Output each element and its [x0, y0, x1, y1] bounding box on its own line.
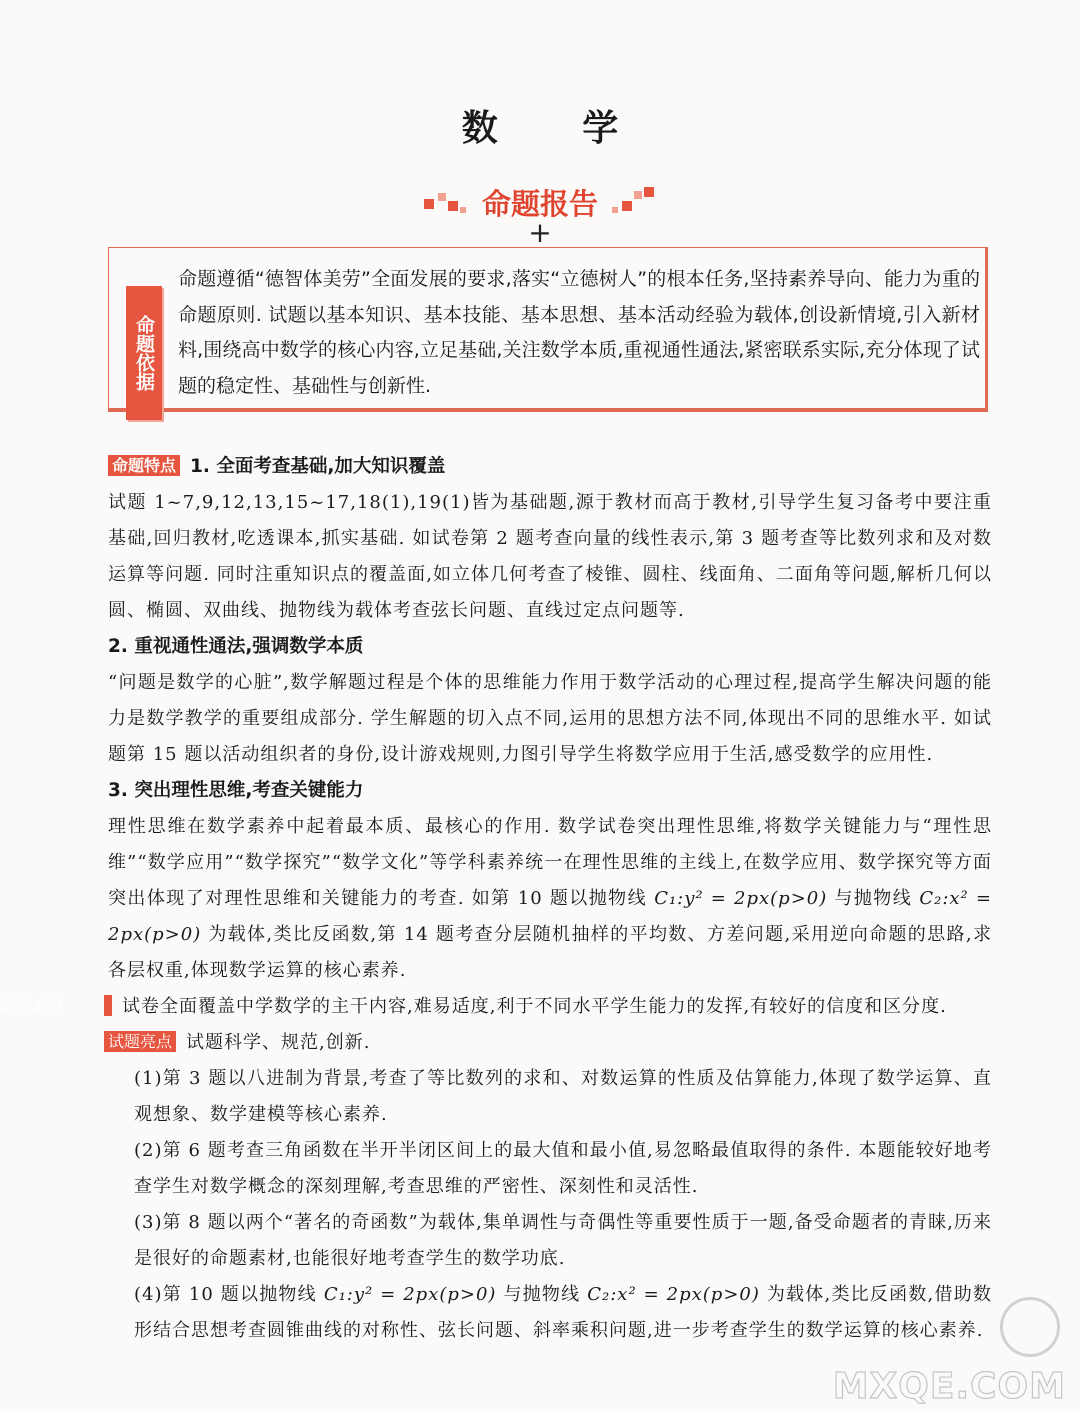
watermark: [832, 1297, 1074, 1407]
formula-c1-repeat: C₁:y² = 2px(p>0): [323, 1284, 497, 1305]
watermark-text: MXQE.COM: [832, 1366, 1066, 1407]
basis-tag: 命题依据: [126, 286, 162, 420]
formula-c1: C₁:y² = 2px(p>0): [654, 888, 828, 909]
features-paragraph-1: 试题 1~7,9,12,13,15~17,18(1),19(1)皆为基础题,源于教材而高于教材,引导学生复习备考中要注重基础,回归教材,吃透课本,抓实基础. 如试卷第 2 题考查向量的线性表示,第 3 题考查等比数列求和及对数运算等问题. 同时注重知识点的覆盖面,如立体几何考查了棱锥、圆柱、线面角、二面角等问题,解析几何以圆、椭圆、双曲线、抛物线为载体考查弦长问题、直线过定点问题等.: [108, 492, 992, 621]
plus-divider: +: [528, 216, 552, 249]
formula-c2: C₂:x² = 2px(p>0): [108, 888, 993, 945]
features-paragraph-3: [108, 809, 992, 989]
highlight-item-4-part-b: 与抛物线: [496, 1284, 588, 1305]
basis-text: 命题遵循“德智体美劳”全面发展的要求,落实“立德树人”的根本任务,坚持素养导向、能力为重的命题原则. 试题以基本知识、基本技能、基本思想、基本活动经验为载体,创设新情境,引入新材料,围绕高中数学的核心内容,立足基础,关注数学本质,重视通性通法,紧密联系实际,充分体现了试题的稳定性、基础性与创新性.: [178, 268, 980, 397]
page-title: 数 学: [461, 108, 655, 149]
highlights-intro: 试题科学、规范,创新.: [186, 1032, 371, 1053]
report-banner-title: 命题报告: [481, 186, 598, 221]
features-heading-2: 2. 重视通性通法,强调数学本质: [108, 636, 364, 657]
banner-right-decoration-icon: [612, 187, 656, 217]
features-paragraph-3-part-b: 与抛物线: [827, 888, 920, 909]
features-tag: 命题特点: [108, 455, 180, 476]
highlight-item-4-part-c: 为载体,类比反函数,借助数形结合思想考查圆锥曲线的对称性、弦长问题、斜率乘积问题,进一步考查学生的数学运算的核心素养.: [134, 1284, 992, 1341]
watermark-logo-icon: [1000, 1297, 1060, 1357]
highlight-item-3: (3)第 8 题以两个“著名的奇函数”为载体,集单调性与奇偶性等重要性质于一题,备受命题者的青睐,历来是很好的命题素材,也能很好地考查学生的数学功底.: [134, 1212, 992, 1269]
features-paragraph-3-part-c: 为载体,类比反函数,第 14 题考查分层随机抽样的平均数、方差问题,采用逆向命题的思路,求各层权重,体现数学运算的核心素养.: [108, 924, 992, 981]
difficulty-section: [0, 989, 992, 1025]
features-heading-3: 3. 突出理性思维,考查关键能力: [108, 780, 364, 801]
highlight-item-1: (1)第 3 题以八进制为背景,考查了等比数列的求和、对数运算的性质及估算能力,体现了数学运算、直观想象、数学建模等核心素养.: [134, 1068, 992, 1125]
highlights-tag: 试题亮点: [104, 1031, 176, 1052]
highlights-section: [104, 1025, 992, 1061]
banner-left-decoration-icon: [424, 187, 468, 217]
difficulty-text: 试卷全面覆盖中学数学的主干内容,难易适度,利于不同水平学生能力的发挥,有较好的信度和区分度.: [122, 996, 947, 1017]
features-paragraph-3-part-a: 理性思维在数学素养中起着最本质、最核心的作用. 数学试卷突出理性思维,将数学关键能力与“理性思维”“数学应用”“数学探究”“数学文化”等学科素养统一在理性思维的主线上,在数学应用、数学探究等方面突出体现了对理性思维和关键能力的考查. 如第 10 题以抛物线: [108, 816, 992, 909]
highlight-item-4-part-a: (4)第 10 题以抛物线: [134, 1284, 324, 1305]
features-paragraph-2: “问题是数学的心脏”,数学解题过程是个体的思维能力作用于数学活动的心理过程,提高学生解决问题的能力是数学教学的重要组成部分. 学生解题的切入点不同,运用的思想方法不同,体现出不同的思维水平. 如试题第 15 题以活动组织者的身份,设计游戏规则,力图引导学生将数学应用于生活,感受数学的应用性.: [108, 672, 992, 765]
difficulty-tag: 试题难度: [104, 995, 112, 1016]
formula-c2-repeat: C₂:x² = 2px(p>0): [587, 1284, 760, 1305]
highlight-item-2: (2)第 6 题考查三角函数在半开半闭区间上的最大值和最小值,易忽略最值取得的条件. 本题能较好地考查学生对数学概念的深刻理解,考查思维的严密性、深刻性和灵活性.: [134, 1140, 992, 1197]
highlight-item-4: [108, 1277, 992, 1349]
features-heading-1: [108, 449, 992, 485]
report-body: [0, 449, 993, 1349]
features-heading-1-text: 1. 全面考查基础,加大知识覆盖: [190, 456, 446, 477]
